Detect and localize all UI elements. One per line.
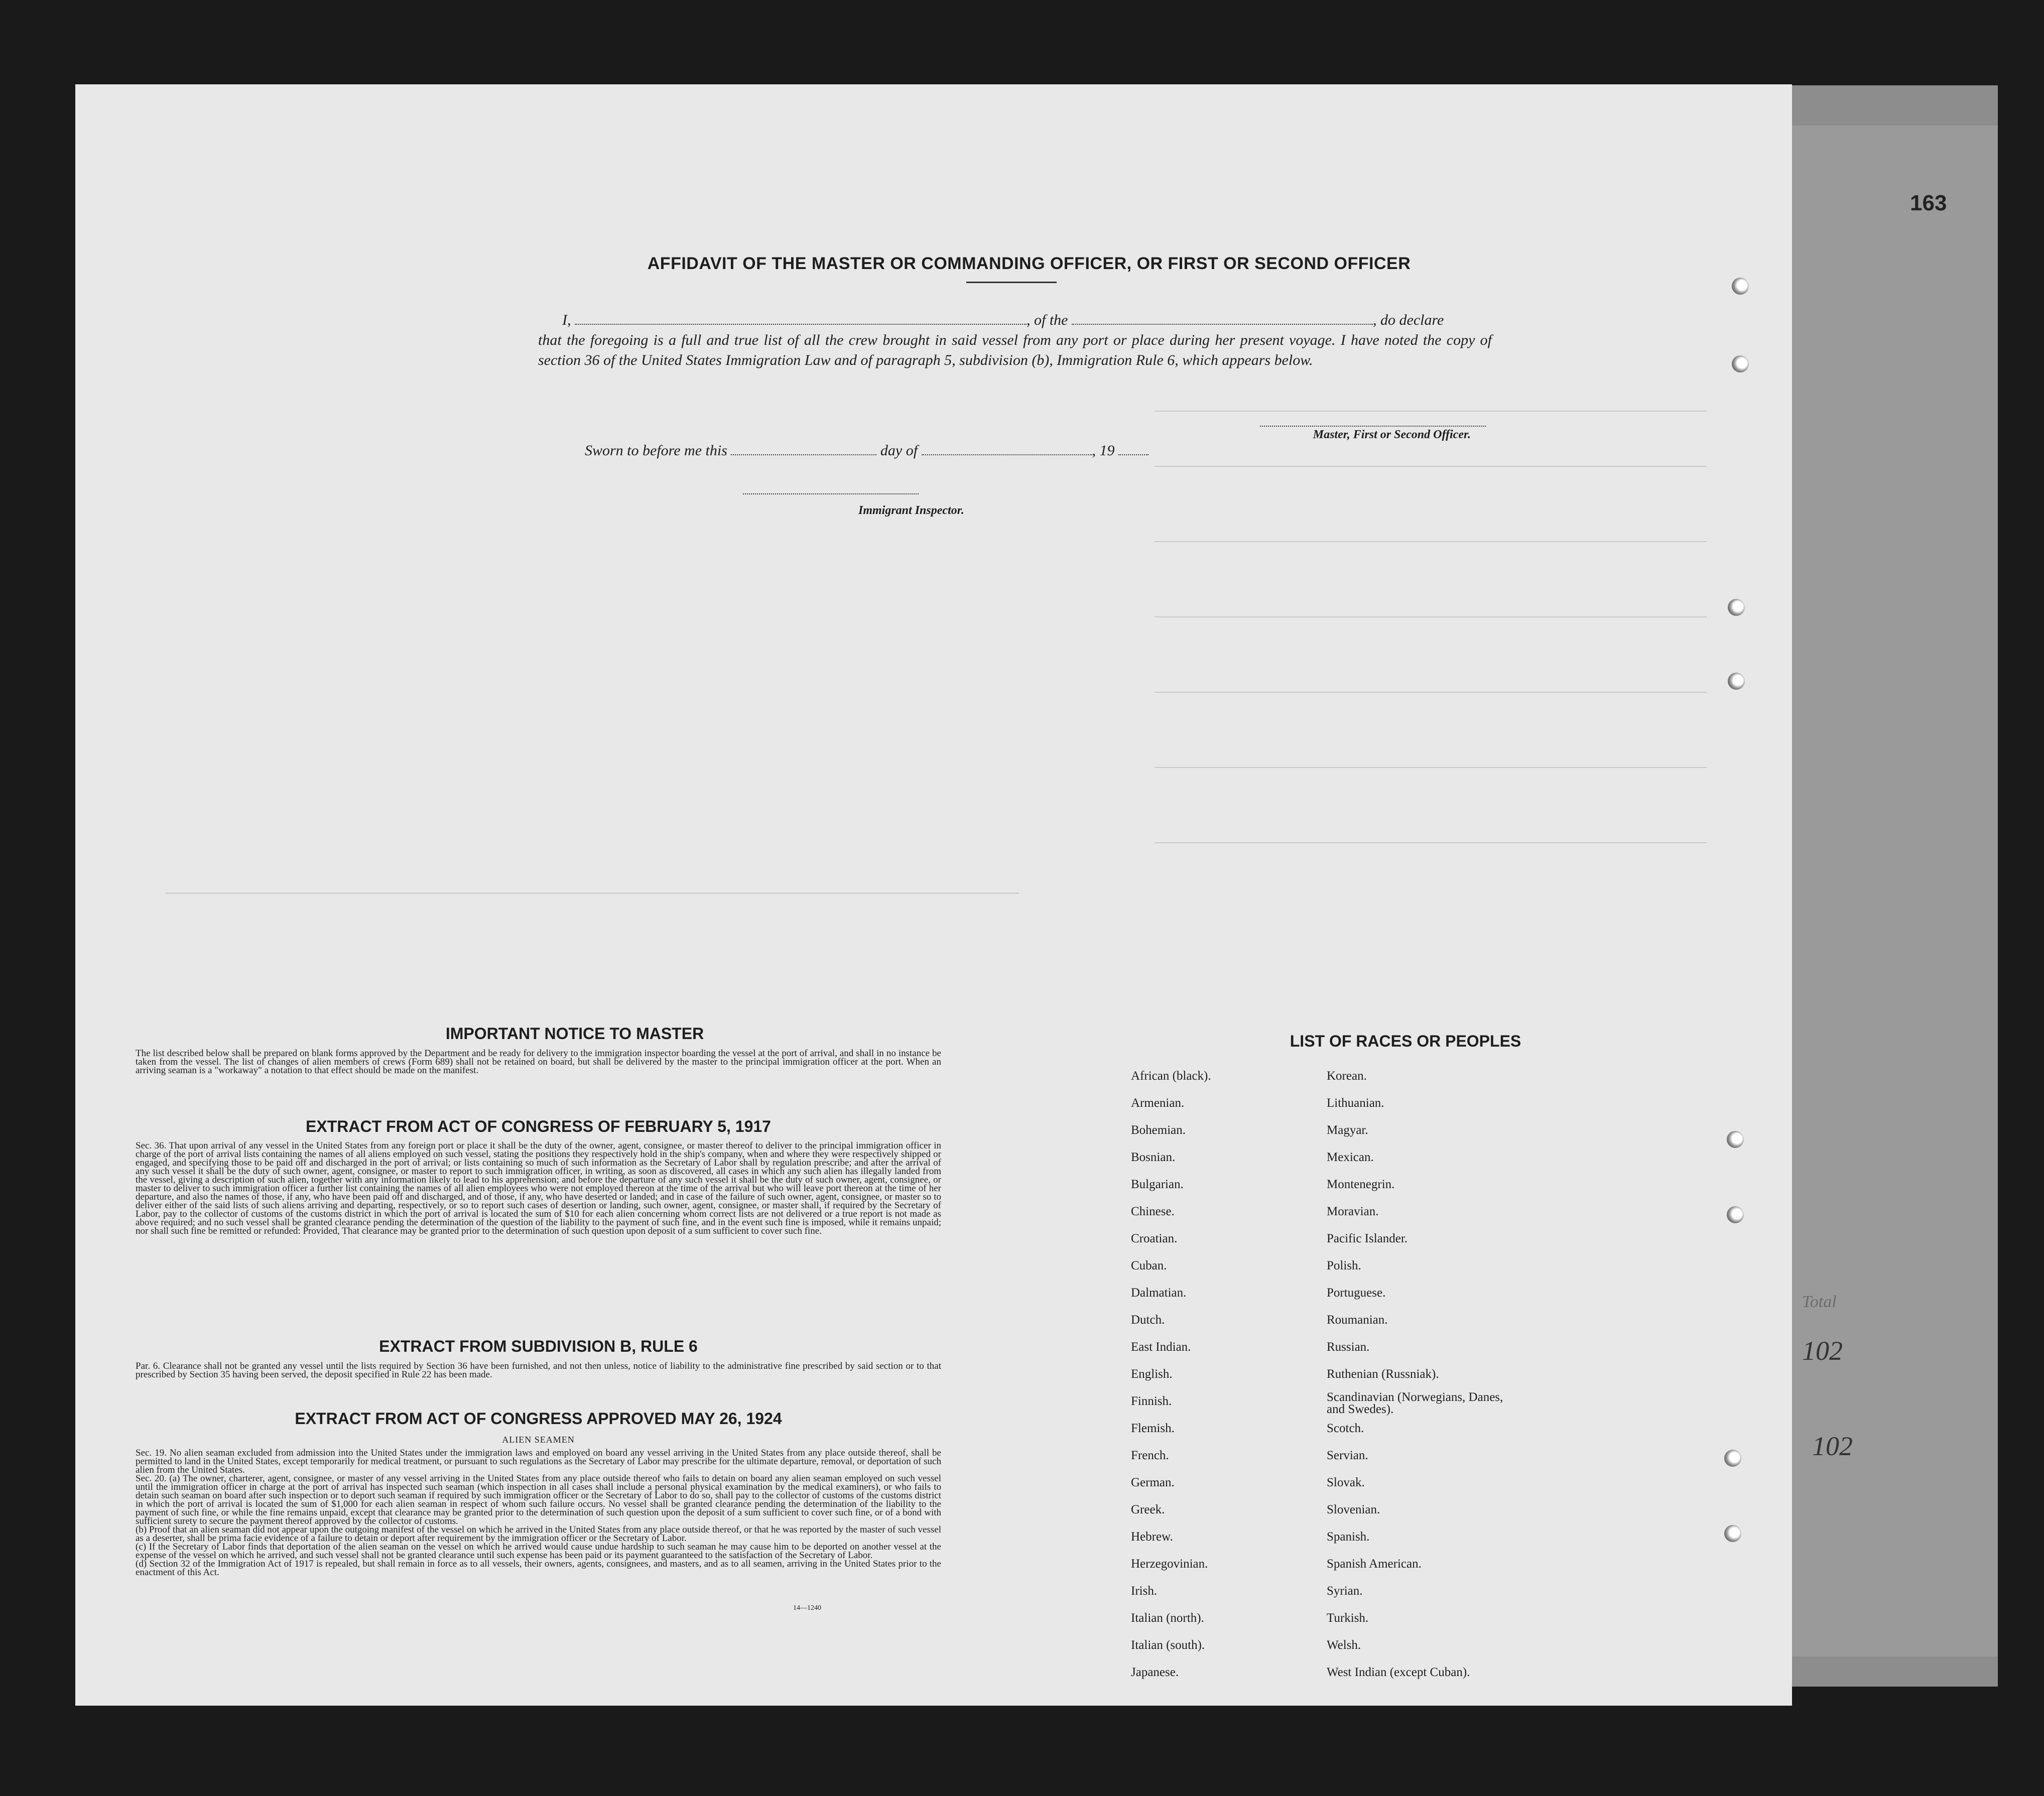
total-value-1: 102 [1802, 1336, 1843, 1366]
extract-1917-body: Sec. 36. That upon arrival of any vessel in the United States from any foreign port or place it shall be the duty of the owner, agent, consignee, or master thereof to deliver to the principal immigration officer in charge of the port of arrival lists containing the names of all aliens employed on such vessel, stating the positions they respectively hold in the ship's company, when and where they were respectively shipped or engaged, and specifying those to be paid off and discharged in the port of arrival; or lists containing so much of such information as the Secretary of Labor shall by regulation prescribe; and after the arrival of any such vessel it shall be the duty of such owner, agent, consignee, or master to report to such immigration officer, in writing, as soon as discovered, all cases in which any such alien has illegally landed from the vessel, giving a description of such alien, together with any information likely to lead to his apprehension; and before the departure of any such vessel it shall be the duty of such owner, agent, consignee, or master to deliver to such immigration officer a further list containing the names of all alien employees who were not employed thereon at the time of the arrival but who will leave port thereon at the time of her departure, and also the names of those, if any, who have been paid off and discharged, and of those, if any, who have deserted or landed; and in case of the failure of such owner, agent, consignee, or master so to deliver either of the said lists of such aliens arriving and departing, respectively, or so to report such cases of desertion or landing, such owner, agent, consignee, or master shall, if required by the Secretary of Labor, pay to the collector of customs of the customs district in which the port of arrival is located the sum of $10 for each alien concerning whom correct lists are not delivered or a true report is not made as above required; and no such vessel shall be granted clearance pending the determination of the question of the liability to the payment of such fine, and in the event such fine is imposed, while it remains unpaid; nor shall such fine be remitted or refunded: Provided, That clearance may be granted prior to the determination of such question upon deposit of a sum sufficient to cover such fine. [136, 1140, 941, 1236]
inspector-label: Immigrant Inspector. [858, 504, 964, 517]
extract-1924-subtitle: ALIEN SEAMEN [502, 1435, 575, 1445]
race-item: African (black). [1131, 1069, 1211, 1083]
races-title: LIST OF RACES OR PEOPLES [1290, 1032, 1521, 1050]
race-item: Herzegovinian. [1131, 1557, 1208, 1571]
sworn-prefix: Sworn to before me this [585, 442, 727, 459]
race-item: Bohemian. [1131, 1123, 1186, 1137]
race-item: Turkish. [1327, 1611, 1369, 1625]
race-item: East Indian. [1131, 1340, 1191, 1354]
signature-label: Master, First or Second Officer. [1313, 428, 1471, 441]
race-item: Japanese. [1131, 1665, 1179, 1679]
race-item: Slovenian. [1327, 1503, 1380, 1516]
year-blank[interactable] [1118, 442, 1148, 455]
race-item: Pacific Islander. [1327, 1232, 1408, 1245]
race-item: Italian (south). [1131, 1638, 1205, 1652]
race-item: Scotch. [1327, 1422, 1364, 1435]
race-item: Moravian. [1327, 1205, 1379, 1218]
races-right-column [1327, 1069, 1608, 1697]
page-number: 163 [1910, 191, 1947, 215]
document-page [75, 84, 1792, 1706]
race-item: Hebrew. [1131, 1530, 1173, 1544]
race-item: French. [1131, 1449, 1169, 1462]
day-blank[interactable] [731, 442, 876, 455]
race-item: Italian (north). [1131, 1611, 1204, 1625]
name-blank[interactable] [575, 312, 1027, 325]
race-item: Cuban. [1131, 1259, 1167, 1272]
form-number: 14—1240 [793, 1604, 821, 1612]
race-item: Bulgarian. [1131, 1178, 1184, 1191]
race-item: Irish. [1131, 1584, 1158, 1598]
race-item: Servian. [1327, 1449, 1368, 1462]
title-rule [966, 282, 1057, 283]
race-item: Chinese. [1131, 1205, 1175, 1218]
affidavit-i-label: I, [562, 312, 571, 328]
extract-1924-sec20c: (c) If the Secretary of Labor finds that deportation of the alien seaman on the vessel on which he arrived would cause undue hardship to such seaman he may cause him to be deported on another vessel at the expense of the vessel on which he arrived, and such vessel shall not be granted clearance until such expense has been paid or its payment guaranteed to the satisfaction of the Secretary of Labor. [136, 1542, 941, 1561]
affidavit-declaration [538, 310, 1492, 370]
race-item: Bosnian. [1131, 1150, 1176, 1164]
of-the-label: , of the [1027, 312, 1068, 328]
year-prefix: , 19 [1092, 442, 1115, 459]
binder-hole [1732, 355, 1749, 372]
race-item: Syrian. [1327, 1584, 1363, 1598]
underlying-page-edge [1787, 125, 1998, 1656]
race-item: Roumanian. [1327, 1313, 1388, 1327]
binder-hole [1724, 1450, 1741, 1467]
binder-hole [1728, 599, 1745, 616]
race-item: German. [1131, 1476, 1175, 1489]
race-item: Dalmatian. [1131, 1286, 1187, 1300]
binder-hole [1724, 1525, 1741, 1542]
day-of-label: day of [880, 442, 918, 459]
race-item: Scandinavian (Norwegians, Danes, and Swedes). [1327, 1390, 1503, 1416]
race-item: Korean. [1327, 1069, 1367, 1083]
extract-1924-title: EXTRACT FROM ACT OF CONGRESS APPROVED MAY 26, 1924 [295, 1409, 782, 1428]
binder-hole [1732, 278, 1749, 295]
race-item: Spanish. [1327, 1530, 1370, 1544]
extract-1924-body [136, 1449, 941, 1577]
race-item: Welsh. [1327, 1638, 1361, 1652]
race-item: Portuguese. [1327, 1286, 1386, 1300]
race-item: English. [1131, 1367, 1173, 1381]
vessel-blank[interactable] [1072, 312, 1373, 325]
race-item: Croatian. [1131, 1232, 1178, 1245]
race-item: Finnish. [1131, 1394, 1172, 1408]
race-item: Ruthenian (Russniak). [1327, 1367, 1439, 1381]
race-item: West Indian (except Cuban). [1327, 1665, 1470, 1679]
race-item: Flemish. [1131, 1422, 1175, 1435]
binder-hole [1728, 673, 1745, 690]
extract-1924-sec20d: (d) Section 32 of the Immigration Act of 1917 is repealed, but shall remain in force as to all vessels, their owners, agents, consignees, and masters, and as to all seamen, arriving in the United States prior to the enactment of this Act. [136, 1559, 941, 1578]
sworn-line [585, 442, 1148, 459]
extract-1924-sec19: Sec. 19. No alien seaman excluded from admission into the United States under the immigration laws and employed on board any vessel arriving in the United States from any place outside thereof, shall be permitted to land in the United States, except temporarily for medical treatment, or pursuant to such regulations as the Secretary of Labor may prescribe for the ultimate departure, removal, or deportation of such alien from the United States. [136, 1448, 941, 1475]
signature-line[interactable] [1260, 426, 1486, 427]
race-item: Magyar. [1327, 1123, 1368, 1137]
extract-1917-title: EXTRACT FROM ACT OF CONGRESS OF FEBRUARY 5, 1917 [306, 1117, 771, 1135]
race-item: Armenian. [1131, 1096, 1185, 1110]
affidavit-title: AFFIDAVIT OF THE MASTER OR COMMANDING OFFICER, OR FIRST OR SECOND OFFICER [647, 254, 1411, 273]
races-left-column [1131, 1069, 1312, 1697]
binder-hole [1727, 1206, 1744, 1223]
affidavit-body: that the foregoing is a full and true list of all the crew brought in said vessel from any port or place during her present voyage. I have noted the copy of section 36 of the United States Immigration Law and of paragraph 5, subdivision (b), Immigration Rule 6, which appears below. [538, 332, 1492, 368]
race-item: Greek. [1131, 1503, 1165, 1516]
inspector-line[interactable] [743, 493, 919, 494]
extract-1924-sec20b: (b) Proof that an alien seaman did not appear upon the outgoing manifest of the vessel on which he arrived in the United States from any place outside thereof, or that he was reported by the master of such vessel as a deserter, shall be prima facie evidence of a failure to detain or deport after requirement by the immigration officer or the Secretary of Labor. [136, 1524, 941, 1544]
notice-body: The list described below shall be prepared on blank forms approved by the Department and be ready for delivery to the immigration inspector boarding the vessel at the port of arrival, and shall in no instance be taken from the vessel. The list of changes of alien members of crews (Form 689) shall not be retained on board, but shall be delivered by the master to the principal immigration officer at the port. When an arriving seaman is a "workaway" a notation to that effect should be made on the manifest. [136, 1048, 941, 1076]
month-blank[interactable] [922, 442, 1092, 455]
binder-hole [1727, 1131, 1744, 1148]
extract-rule6-title: EXTRACT FROM SUBDIVISION B, RULE 6 [379, 1337, 698, 1355]
extract-1924-sec20a: Sec. 20. (a) The owner, charterer, agent, consignee, or master of any vessel arriving in the United States from any place outside thereof who fails to detain on board any alien seaman employed on such vessel until the immigration officer in charge at the port of arrival has inspected such seaman (which inspection in all cases shall include a personal physical examination by the medical examiners), or who fails to detain such seaman on board after such inspection or to deport such seaman if required by such immigration officer or the Secretary of Labor to do so, shall pay to the collector of customs of the customs district in which the port of arrival is located the sum of $1,000 for each alien seaman in respect of whom such failure occurs. No vessel shall be granted clearance pending the determination of the liability to the payment of such fine, or while the fine remains unpaid, except that clearance may be granted prior to the determination of such question upon the deposit of a sum sufficient to cover such fine, or of a bond with sufficient surety to secure the payment thereof approved by the collector of customs. [136, 1473, 941, 1526]
notice-title: IMPORTANT NOTICE TO MASTER [445, 1024, 704, 1043]
race-item: Lithuanian. [1327, 1096, 1384, 1110]
race-item: Mexican. [1327, 1150, 1374, 1164]
extract-rule6-body: Par. 6. Clearance shall not be granted any vessel until the lists required by Section 36 have been furnished, and not then unless, notice of liability to the administrative fine prescribed by said section or to that prescribed by Section 35 having been served, the deposit specified in Rule 22 has been made. [136, 1361, 941, 1380]
race-item: Montenegrin. [1327, 1178, 1395, 1191]
race-item: Dutch. [1131, 1313, 1165, 1327]
race-item: Slovak. [1327, 1476, 1365, 1489]
race-item: Spanish American. [1327, 1557, 1422, 1571]
total-value-2: 102 [1812, 1431, 1853, 1461]
total-label: Total [1802, 1293, 1837, 1311]
race-item: Russian. [1327, 1340, 1370, 1354]
do-declare-label: , do declare [1373, 312, 1444, 328]
race-item: Polish. [1327, 1259, 1361, 1272]
